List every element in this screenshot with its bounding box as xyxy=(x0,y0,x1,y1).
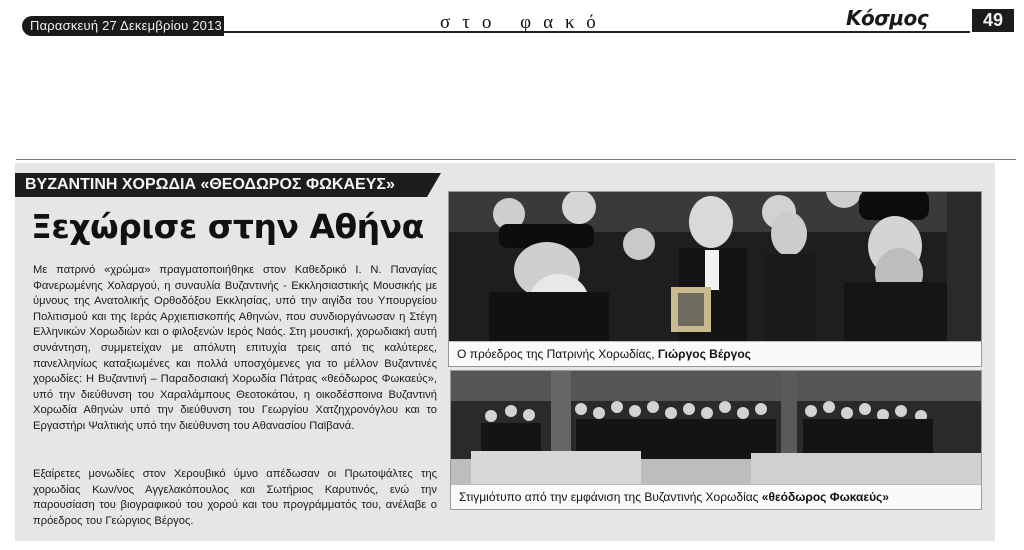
caption-choir-name: «θεόδωρος Φωκαεύς» xyxy=(761,490,889,504)
caption-text: Ο πρόεδρος της Πατρινής Χορωδίας, xyxy=(457,347,658,361)
article-divider xyxy=(16,159,1016,160)
photo-choir xyxy=(450,370,982,510)
caption-name: Γιώργος Βέργος xyxy=(657,347,751,361)
photo-president-caption xyxy=(449,341,981,366)
article-paragraph-2: Εξαίρετες μονωδίες στον Χερουβικό ύμνο απέδωσαν οι Πρωτοψάλτες της χορωδίας Κων/νος Αγγελακόπουλος και Σωτήριος Καρυτινός, ενώ την παρουσίαση του βιογραφικού του χορού και του προγράμματός του, ανέλαβε ο πρόεδρος του Γεώργιος Βέργος. xyxy=(33,468,437,527)
caption-text: Στιγμιότυπο από την εμφάνιση της Βυζαντινής Χορωδίας xyxy=(459,490,762,504)
article-headline: Ξεχώρισε στην Αθήνα xyxy=(31,207,424,246)
photo-choir-caption xyxy=(451,484,981,509)
page-number: 49 xyxy=(972,9,1014,32)
photo-president-image xyxy=(449,192,981,342)
issue-date: Παρασκευή 27 Δεκεμβρίου 2013 xyxy=(22,16,224,36)
article-paragraph-1: Με πατρινό «χρώμα» πραγματοποιήθηκε στον Καθεδρικό Ι. Ν. Παναγίας Φανερωμένης Χολαργού, η συναυλία Βυζαντινής - Εκκλησιαστικής Μουσικής με ύμνους της Ανατολικής Ορθοδόξου Εκκλησίας, υπό την αιγίδα του Υπουργείου Πολιτισμού και της Ιεράς Αρχιεπισκοπής Αθηνών, που συνδιοργάνωσαν η Στέγη Ελληνικών Χορωδιών και ο φιλοξενών Ιερός Ναός. Στη μουσική, χορωδιακή αυτή συνάντηση, συμμετείχαν με απόλυτη επιτυχία τρεις από τις καλύτερες, πανελληνίως καταξιωμένες και πολλά υποσχόμενες για το μέλλον Βυζαντινές χορωδίες: Η Βυζαντινή – Παραδοσιακή Χορωδία Πάτρας «θεόδωρος Φωκαεύς», υπό την διεύθυνση του Χαραλάμπους Θεοτοκάτου, η οικοδέσποινα Βυζαντινή Χορωδία Αθηνών υπό την διεύθυνση του Γεωργίου Χατζηχρονόγλου και το Εργαστήρι Ψαλτικής υπό την διεύθυνση του Αθανασίου Παϊβανά. xyxy=(33,264,437,432)
newspaper-logo: Κόσμος xyxy=(846,6,929,30)
kicker-wedge xyxy=(427,173,441,197)
section-title: στο φακό xyxy=(440,12,608,33)
article-kicker: ΒΥΖΑΝΤΙΝΗ ΧΟΡΩΔΙΑ «ΘΕΟΔΩΡΟΣ ΦΩΚΑΕΥΣ» xyxy=(15,173,427,197)
photo-choir-image xyxy=(451,371,981,485)
photo-president xyxy=(448,191,982,367)
